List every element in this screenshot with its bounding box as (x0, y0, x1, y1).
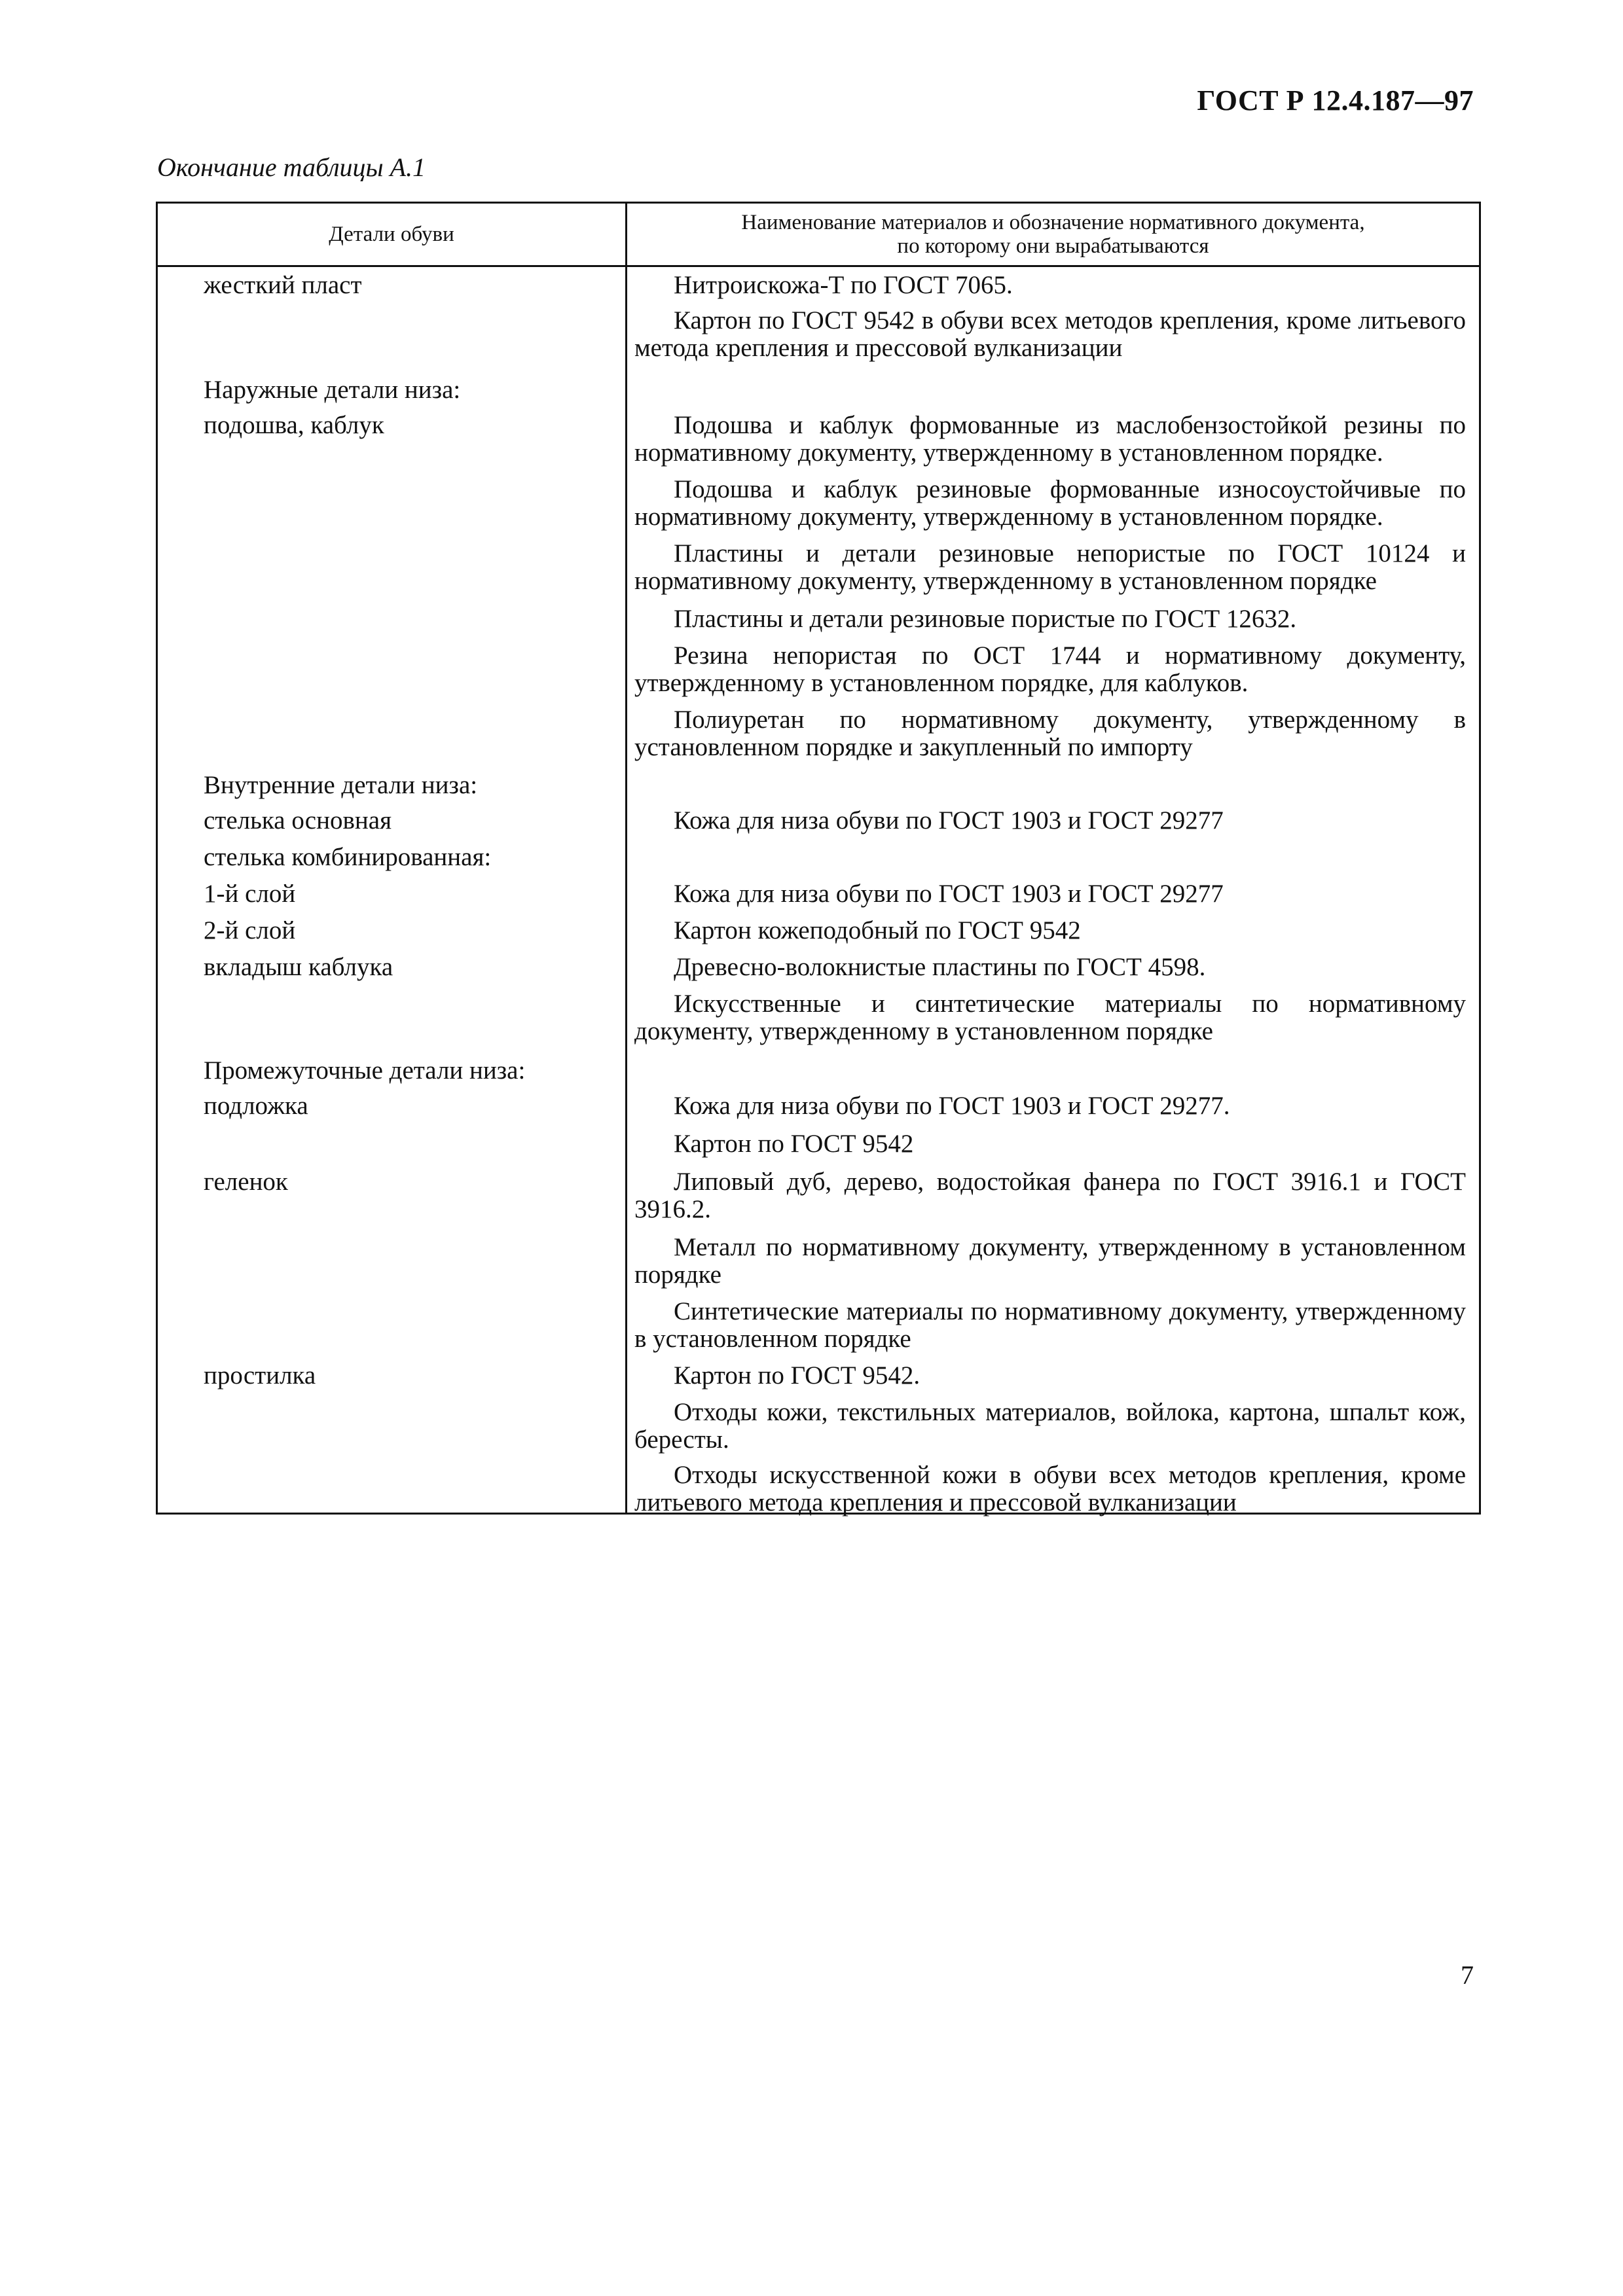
column-header-shoe-parts-text: Детали обуви (329, 223, 454, 246)
material-text: Подошва и каблук формованные из маслобензостойкой резины по нормативному документу, утвержденному в установленном порядке. (634, 411, 1466, 467)
header-divider (158, 265, 1479, 267)
column-header-shoe-parts (158, 204, 625, 265)
material-cell (634, 990, 1466, 1045)
material-cell (634, 476, 1466, 531)
page-number: 7 (1461, 1960, 1474, 1990)
material-text: Картон по ГОСТ 9542. (674, 1361, 921, 1390)
shoe-part-cell: подложка (204, 1092, 308, 1120)
material-cell (634, 272, 1466, 299)
material-text: Пластины и детали резиновые пористые по ГОСТ 12632. (674, 605, 1297, 633)
material-cell (634, 1130, 1466, 1158)
material-text: Искусственные и синтетические материалы по нормативному документу, утвержденному в установленном порядке (634, 990, 1466, 1045)
shoe-part-cell: вкладыш каблука (204, 953, 393, 981)
material-cell (634, 605, 1466, 633)
material-cell (634, 1092, 1466, 1120)
material-text: Нитроискожа-Т по ГОСТ 7065. (674, 271, 1013, 299)
material-cell (634, 642, 1466, 697)
material-text: Картон по ГОСТ 9542 (674, 1130, 914, 1158)
shoe-part-cell: жесткий пласт (204, 271, 362, 299)
shoe-part-cell: простилка (204, 1361, 316, 1390)
material-cell (634, 307, 1466, 362)
shoe-part-cell: стелька комбинированная: (204, 843, 492, 871)
material-cell (634, 1462, 1466, 1516)
column-header-materials-line2: по которому они вырабатываются (897, 234, 1209, 258)
shoe-part-cell: 1-й слой (204, 880, 296, 908)
shoe-part-cell: Наружные детали низа: (204, 376, 461, 404)
material-text: Кожа для низа обуви по ГОСТ 1903 и ГОСТ 29277. (674, 1092, 1230, 1120)
material-text: Отходы искусственной кожи в обуви всех методов крепления, кроме литьевого метода крепления и прессовой вулканизации (634, 1461, 1466, 1516)
material-text: Пластины и детали резиновые непористые по ГОСТ 10124 и нормативному документу, утвержденному в установленном порядке (634, 539, 1466, 595)
shoe-part-cell: геленок (204, 1168, 288, 1196)
shoe-part-cell: 2-й слой (204, 916, 296, 944)
material-cell (634, 706, 1466, 761)
material-text: Полиуретан по нормативному документу, утвержденному в установленном порядке и закупленный по импорту (634, 706, 1466, 761)
material-text: Древесно-волокнистые пластины по ГОСТ 4598. (674, 953, 1206, 981)
material-cell (634, 540, 1466, 595)
column-divider (625, 204, 627, 1513)
material-cell (634, 807, 1466, 834)
material-cell (634, 917, 1466, 944)
material-text: Картон по ГОСТ 9542 в обуви всех методов крепления, кроме литьевого метода крепления и прессовой вулканизации (634, 306, 1466, 362)
document-standard-number: ГОСТ Р 12.4.187—97 (1197, 84, 1474, 117)
material-cell (634, 1168, 1466, 1223)
material-cell (634, 1362, 1466, 1390)
shoe-part-cell: стелька основная (204, 806, 392, 834)
material-text: Синтетические материалы по нормативному документу, утвержденному в установленном порядке (634, 1297, 1466, 1353)
material-text: Отходы кожи, текстильных материалов, войлока, картона, шпальт кож, бересты. (634, 1398, 1466, 1454)
table-continuation-caption: Окончание таблицы А.1 (157, 152, 426, 182)
material-cell (634, 1399, 1466, 1454)
column-header-materials (627, 204, 1479, 265)
shoe-part-cell: Внутренние детали низа: (204, 771, 478, 799)
shoe-part-cell: Промежуточные детали низа: (204, 1056, 526, 1085)
material-cell (634, 880, 1466, 908)
material-text: Кожа для низа обуви по ГОСТ 1903 и ГОСТ 29277 (674, 880, 1224, 908)
material-text: Металл по нормативному документу, утвержденному в установленном порядке (634, 1233, 1466, 1289)
material-cell (634, 412, 1466, 467)
shoe-part-cell: подошва, каблук (204, 411, 384, 439)
material-cell (634, 1234, 1466, 1289)
material-text: Подошва и каблук резиновые формованные износоустойчивые по нормативному документу, утвержденному в установленном порядке. (634, 475, 1466, 531)
material-cell (634, 954, 1466, 981)
material-text: Картон кожеподобный по ГОСТ 9542 (674, 916, 1081, 944)
material-text: Резина непористая по ОСТ 1744 и нормативному документу, утвержденному в установленном порядке, для каблуков. (634, 641, 1466, 697)
material-text: Липовый дуб, дерево, водостойкая фанера по ГОСТ 3916.1 и ГОСТ 3916.2. (634, 1168, 1466, 1223)
material-text: Кожа для низа обуви по ГОСТ 1903 и ГОСТ 29277 (674, 806, 1224, 834)
materials-table (156, 202, 1481, 1515)
column-header-materials-line1: Наименование материалов и обозначение нормативного документа, (741, 211, 1365, 234)
material-cell (634, 1298, 1466, 1353)
